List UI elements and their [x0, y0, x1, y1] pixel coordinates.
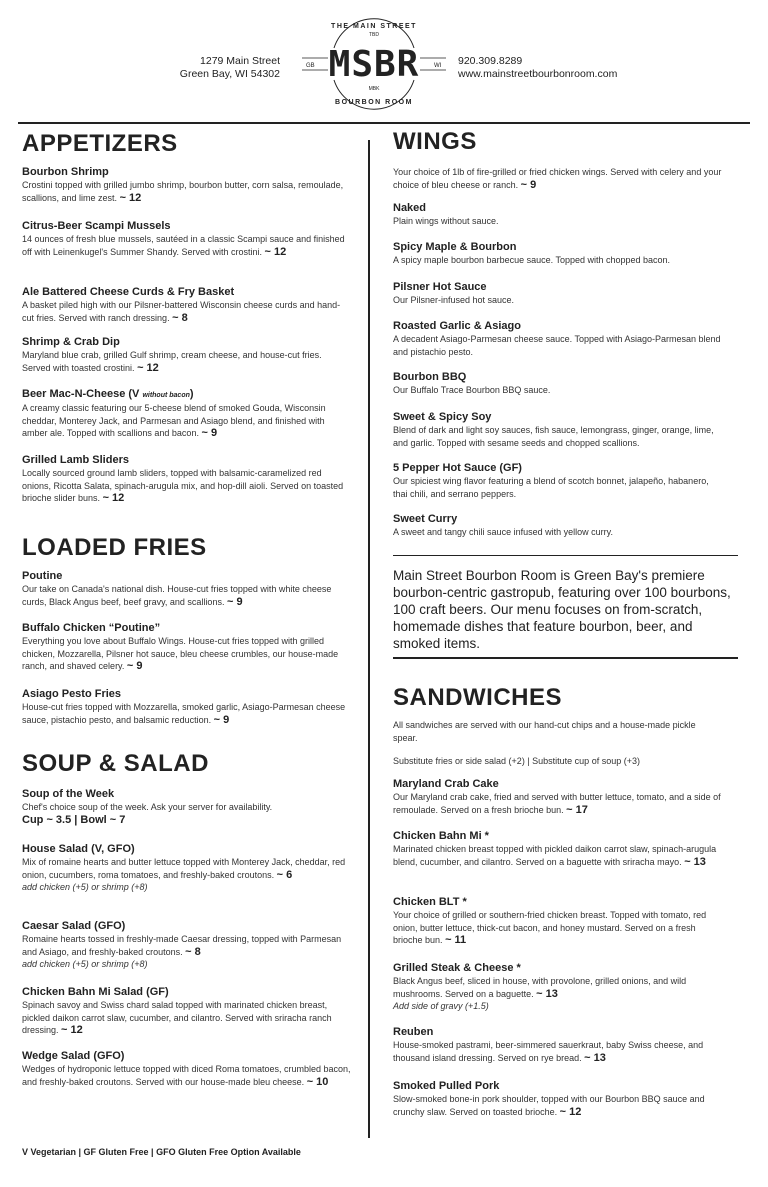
item-price: Cup ~ 3.5 | Bowl ~ 7 — [22, 813, 126, 826]
soup-salad-title: SOUP & SALAD — [22, 750, 209, 777]
item-note: add chicken (+5) or shrimp (+8) — [22, 959, 148, 969]
item-desc: Slow-smoked bone-in pork shoulder, topped with our Bourbon BBQ sauce and crunchy slaw. Served on toasted brioche. ~ 12 — [393, 1094, 705, 1118]
item-name: Grilled Steak & Cheese * — [393, 962, 521, 974]
menu-item — [393, 320, 723, 358]
menu-item — [393, 202, 723, 228]
item-name: Smoked Pulled Pork — [393, 1080, 500, 1092]
item-name: Buffalo Chicken “Poutine” — [22, 622, 161, 634]
item-name: Chicken Bahn Mi * — [393, 830, 489, 842]
item-name: Shrimp & Crab Dip — [22, 336, 120, 348]
menu-item — [22, 986, 352, 1037]
item-desc: Blend of dark and light soy sauces, fish sauce, lemongrass, ginger, orange, lime, and garlic. Topped with sesame seeds and chopped scallions. — [393, 425, 714, 448]
menu-item — [22, 388, 352, 440]
item-name: Ale Battered Cheese Curds & Fry Basket — [22, 286, 235, 298]
menu-item — [393, 896, 723, 947]
blurb-bottom-rule — [393, 657, 738, 659]
menu-item — [393, 411, 723, 449]
item-price: ~ 9 — [213, 713, 230, 726]
item-desc: Wedges of hydroponic lettuce topped with diced Roma tomatoes, crumbled bacon, and freshly-baked croutons. Served with our house-made bleu cheese. ~ 10 — [22, 1064, 351, 1088]
item-desc: A decadent Asiago-Parmesan cheese sauce. Topped with Asiago-Parmesan blend and pistachio pesto. — [393, 334, 721, 357]
item-name: Spicy Maple & Bourbon — [393, 241, 517, 253]
item-desc: House-cut fries topped with Mozzarella, smoked garlic, Asiago-Parmesan cheese sauce, pistachio pesto, and balsamic reduction. ~ 9 — [22, 702, 346, 726]
menu-item — [22, 920, 352, 970]
item-desc: Black Angus beef, sliced in house, with provolone, grilled onions, and wild mushrooms. Served on a baguette. ~ 13 — [393, 976, 687, 1000]
wings-intro: Your choice of 1lb of fire-grilled or fried chicken wings. Served with celery and your choice of bleu cheese or ranch. ~ 9 — [393, 167, 722, 191]
item-desc: Your choice of grilled or southern-fried chicken breast. Topped with tomato, red onion, butter lettuce, thick-cut bacon, and honey mustard. Served on a fresh brioche bun. ~ 11 — [393, 910, 707, 946]
sandwiches-substitute: Substitute fries or side salad (+2) | Substitute cup of soup (+3) — [393, 756, 640, 766]
item-name: Chicken BLT * — [393, 896, 467, 908]
menu-item — [22, 622, 352, 673]
item-name: Poutine — [22, 570, 63, 582]
top-rule — [18, 122, 750, 124]
item-name: Pilsner Hot Sauce — [393, 281, 487, 293]
item-price: ~ 6 — [276, 868, 293, 881]
menu-item — [393, 778, 723, 816]
sandwiches-title: SANDWICHES — [393, 684, 563, 711]
menu-item — [393, 462, 723, 500]
item-name: Roasted Garlic & Asiago — [393, 320, 521, 332]
item-price: ~ 9 — [201, 427, 218, 439]
menu-item — [22, 220, 352, 258]
item-price: ~ 13 — [536, 987, 558, 1000]
item-name: Grilled Lamb Sliders — [22, 454, 129, 466]
address-line-1: 1279 Main Street — [200, 55, 280, 67]
item-desc: Our Buffalo Trace Bourbon BBQ sauce. — [393, 385, 551, 395]
msbr-logo — [294, 8, 454, 118]
menu-item — [22, 788, 352, 827]
item-name: Maryland Crab Cake — [393, 778, 499, 790]
item-price: ~ 10 — [306, 1075, 329, 1088]
logo-bottom-small: MBK — [368, 86, 380, 92]
menu-item — [393, 962, 723, 1012]
logo-top-small: TBD — [369, 32, 379, 38]
item-desc: Mix of romaine hearts and butter lettuce topped with Monterey Jack, cheddar, red onion, cucumbers, roma tomatoes, and freshly-baked croutons. ~ 6 — [22, 857, 346, 881]
website: www.mainstreetbourbonroom.com — [458, 68, 618, 80]
item-desc: Our take on Canada's national dish. House-cut fries topped with white cheese curds, Black Angus beef, beef gravy, and scallions. ~ 9 — [22, 584, 332, 608]
item-name: Reuben — [393, 1026, 434, 1038]
item-desc: Everything you love about Buffalo Wings. House-cut fries topped with grilled chicken, Mozzarella, Pilsner hot sauce, bleu cheese crumbles, our house-made ranch, and shaved celery. ~ 9 — [22, 636, 339, 672]
item-name: Caesar Salad (GFO) — [22, 920, 126, 932]
menu-item — [22, 286, 352, 324]
item-price: ~ 11 — [445, 934, 467, 946]
wings-title: WINGS — [393, 128, 477, 155]
item-name: Sweet Curry — [393, 513, 458, 525]
item-price: ~ 12 — [264, 245, 287, 258]
item-desc: Spinach savoy and Swiss chard salad topped with marinated chicken breast, pickled daikon carrot slaw, cucumber, and cilantro. Served with sriracha ranch dressing. ~ 12 — [22, 1000, 332, 1036]
logo-top-arc: THE MAIN STREET — [331, 23, 417, 30]
item-note: Add side of gravy (+1.5) — [393, 1001, 489, 1011]
item-name: Naked — [393, 202, 427, 214]
menu-item — [393, 1080, 723, 1118]
phone: 920.309.8289 — [458, 55, 523, 67]
menu-item — [393, 281, 723, 307]
address — [180, 55, 280, 81]
appetizers-title: APPETIZERS — [22, 130, 178, 157]
menu-item — [22, 843, 352, 893]
item-desc: A sweet and tangy chili sauce infused with yellow curry. — [393, 527, 613, 537]
menu-item — [393, 1026, 723, 1064]
item-price: ~ 17 — [566, 803, 588, 816]
item-price: ~ 12 — [559, 1105, 582, 1118]
item-price: ~ 13 — [684, 855, 706, 868]
item-name: Wedge Salad (GFO) — [22, 1050, 125, 1062]
logo-bottom-arc: BOURBON ROOM — [335, 99, 413, 106]
item-desc: A basket piled high with our Pilsner-battered Wisconsin cheese curds and hand-cut fries. Served with ranch dressing. ~ 8 — [22, 300, 341, 324]
item-desc: Crostini topped with grilled jumbo shrimp, bourbon butter, corn salsa, remoulade, scallions, and lime zest. ~ 12 — [22, 180, 344, 204]
item-desc: House-smoked pastrami, beer-simmered sauerkraut, baby Swiss cheese, and thousand island dressing. Served on rye bread. ~ 13 — [393, 1040, 704, 1064]
logo-graphic — [294, 8, 454, 118]
header — [0, 0, 768, 120]
item-name: Chicken Bahn Mi Salad (GF) — [22, 986, 169, 998]
item-name: Asiago Pesto Fries — [22, 688, 122, 700]
item-price: ~ 13 — [584, 1051, 606, 1064]
menu-item — [22, 688, 352, 726]
item-price: ~ 9 — [226, 595, 243, 608]
menu-item — [22, 1050, 352, 1088]
item-desc: Chef's choice soup of the week. Ask your server for availability. — [22, 802, 273, 812]
item-desc: 14 ounces of fresh blue mussels, sautéed in a classic Scampi sauce and finished off with Leinenkugel's Summer Shandy. Served with crostini. ~ 12 — [22, 234, 345, 258]
item-desc: Maryland blue crab, grilled Gulf shrimp, cream cheese, and house-cut fries. Served with toasted crostini. ~ 12 — [22, 350, 322, 374]
item-name: Bourbon BBQ — [393, 371, 467, 383]
menu-item — [22, 166, 352, 204]
menu-item — [393, 371, 723, 397]
menu-item — [393, 513, 723, 539]
logo-wordmark: MSBR — [328, 44, 420, 85]
item-price: ~ 12 — [119, 191, 142, 204]
item-name: Bourbon Shrimp — [22, 166, 109, 178]
address-line-2: Green Bay, WI 54302 — [179, 68, 280, 80]
item-desc: Romaine hearts tossed in freshly-made Caesar dressing, topped with Parmesan and Asiago, and freshly-baked croutons. ~ 8 — [22, 934, 342, 958]
item-name: Beer Mac-N-Cheese (V without bacon) — [22, 388, 194, 400]
menu-item — [393, 830, 723, 868]
item-name: 5 Pepper Hot Sauce (GF) — [393, 462, 522, 474]
item-price: ~ 12 — [102, 492, 125, 504]
item-note: add chicken (+5) or shrimp (+8) — [22, 882, 148, 892]
item-desc: Our Pilsner-infused hot sauce. — [393, 295, 515, 305]
item-desc: Our Maryland crab cake, fried and served with butter lettuce, tomato, and a side of remoulade. Served on a fresh brioche bun. ~ 17 — [393, 792, 721, 816]
menu-item — [393, 241, 723, 267]
item-price: ~ 12 — [61, 1024, 83, 1036]
item-name: Soup of the Week — [22, 788, 115, 800]
dietary-legend: V Vegetarian | GF Gluten Free | GFO Gluten Free Option Available — [22, 1147, 301, 1157]
menu-item — [22, 454, 352, 505]
logo-left-tag: GB — [306, 63, 315, 69]
item-desc: A spicy maple bourbon barbecue sauce. Topped with chopped bacon. — [393, 255, 671, 265]
item-price: ~ 12 — [137, 361, 159, 374]
blurb-top-rule — [393, 555, 738, 556]
menu-item — [22, 570, 352, 608]
column-divider — [368, 140, 370, 1138]
item-name: Sweet & Spicy Soy — [393, 411, 492, 423]
menu-item — [22, 336, 352, 374]
item-price: ~ 9 — [126, 660, 143, 672]
item-desc: Marinated chicken breast topped with pickled daikon carrot slaw, spinach-arugula blend, cucumber, and cilantro. Served on a baguette with sriracha mayo. ~ 13 — [393, 844, 717, 868]
restaurant-blurb: Main Street Bourbon Room is Green Bay's premiere bourbon-centric gastropub, featuring over 100 bourbons, 100 craft beers. Our menu focuses on from-scratch, homemade dishes that feature bourbon, beer, and smoked items. — [393, 568, 731, 651]
item-desc: Locally sourced ground lamb sliders, topped with balsamic-caramelized red onions, Ricotta Salata, spinach-arugula mix, and hop-dill aioli. Served on toasted brioche slider buns. ~ 12 — [22, 468, 344, 504]
item-name: House Salad (V, GFO) — [22, 843, 135, 855]
loaded-fries-title: LOADED FRIES — [22, 534, 207, 561]
sandwiches-intro: All sandwiches are served with our hand-cut chips and a house-made pickle spear. — [393, 720, 696, 743]
item-price: ~ 8 — [185, 945, 201, 958]
wings-price: ~ 9 — [520, 178, 537, 191]
contact — [458, 55, 617, 81]
item-price: ~ 8 — [172, 311, 188, 324]
logo-right-tag: WI — [434, 63, 442, 69]
item-desc: Our spiciest wing flavor featuring a blend of scotch bonnet, jalapeño, habanero, thai chili, and serrano peppers. — [393, 476, 709, 499]
item-desc: A creamy classic featuring our 5-cheese blend of smoked Gouda, Wisconsin cheddar, Monterey Jack, and Parmesan and Asiago blend, and finished with amber ale. Topped with scallions and bacon. ~ 9 — [22, 403, 326, 439]
item-desc: Plain wings without sauce. — [393, 216, 499, 226]
item-name: Citrus-Beer Scampi Mussels — [22, 220, 171, 232]
